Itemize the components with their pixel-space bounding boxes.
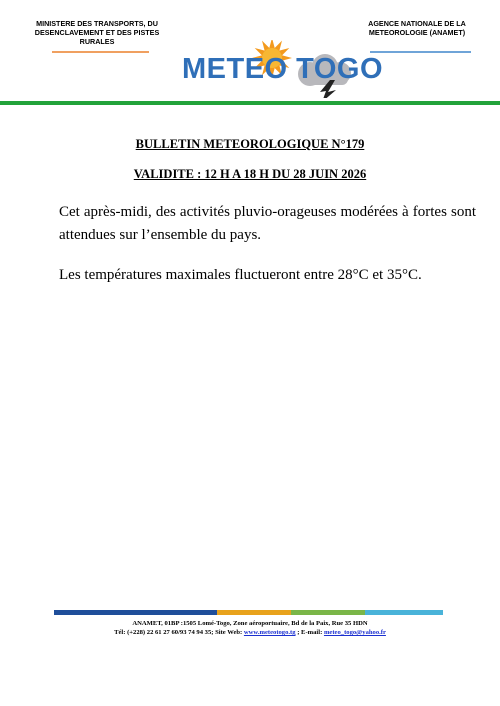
ministry-line: DESENCLAVEMENT ET DES PISTES (34, 28, 160, 37)
footer-email-label: ; E-mail: (295, 629, 324, 636)
validity-text: VALIDITE : 12 H A 18 H DU 28 JUIN 2026 (133, 167, 367, 181)
bulletin-title-text: BULLETIN METEOROLOGIQUE N°179 (135, 137, 365, 151)
footer-address: ANAMET, 01BP :1505 Lomé-Togo, Zone aéroportuaire, Bd de la Paix, Rue 35 HDN (132, 620, 368, 627)
agency-line: METEOROLOGIE (ANAMET) (368, 28, 466, 37)
ministry-name (22, 19, 172, 46)
website-link[interactable]: www.meteotogo.tg (243, 629, 296, 636)
footer-color-bar (54, 610, 443, 615)
footer-phone: Tél: (+228) 22 61 27 60/93 74 94 35; Site Web: (114, 629, 244, 636)
logo-text: METEO TOGO (182, 53, 384, 85)
validity-line (0, 167, 500, 182)
agency-name (352, 19, 482, 37)
footer-bar-segment (54, 610, 217, 615)
ministry-divider (52, 51, 149, 53)
ministry-line: RURALES (79, 37, 115, 46)
agency-line: AGENCE NATIONALE DE LA (368, 19, 466, 28)
temperature-paragraph: Les températures maximales fluctueront entre 28°C et 35°C. (59, 267, 422, 283)
meteo-togo-logo (170, 40, 384, 98)
footer-contact (0, 629, 500, 637)
header-divider (0, 101, 500, 105)
bulletin-title (0, 137, 500, 152)
email-link[interactable]: meteo_togo@yahoo.fr (323, 629, 386, 636)
ministry-line: MINISTERE DES TRANSPORTS, DU (36, 19, 158, 28)
footer-bar-segment (365, 610, 443, 615)
forecast-paragraph: Cet après-midi, des activités pluvio-orageuses modérées à fortes sont attendues sur l’ensemble du pays. (59, 204, 476, 243)
agency-divider (370, 51, 471, 53)
footer-bar-segment (217, 610, 291, 615)
footer-bar-segment (291, 610, 365, 615)
